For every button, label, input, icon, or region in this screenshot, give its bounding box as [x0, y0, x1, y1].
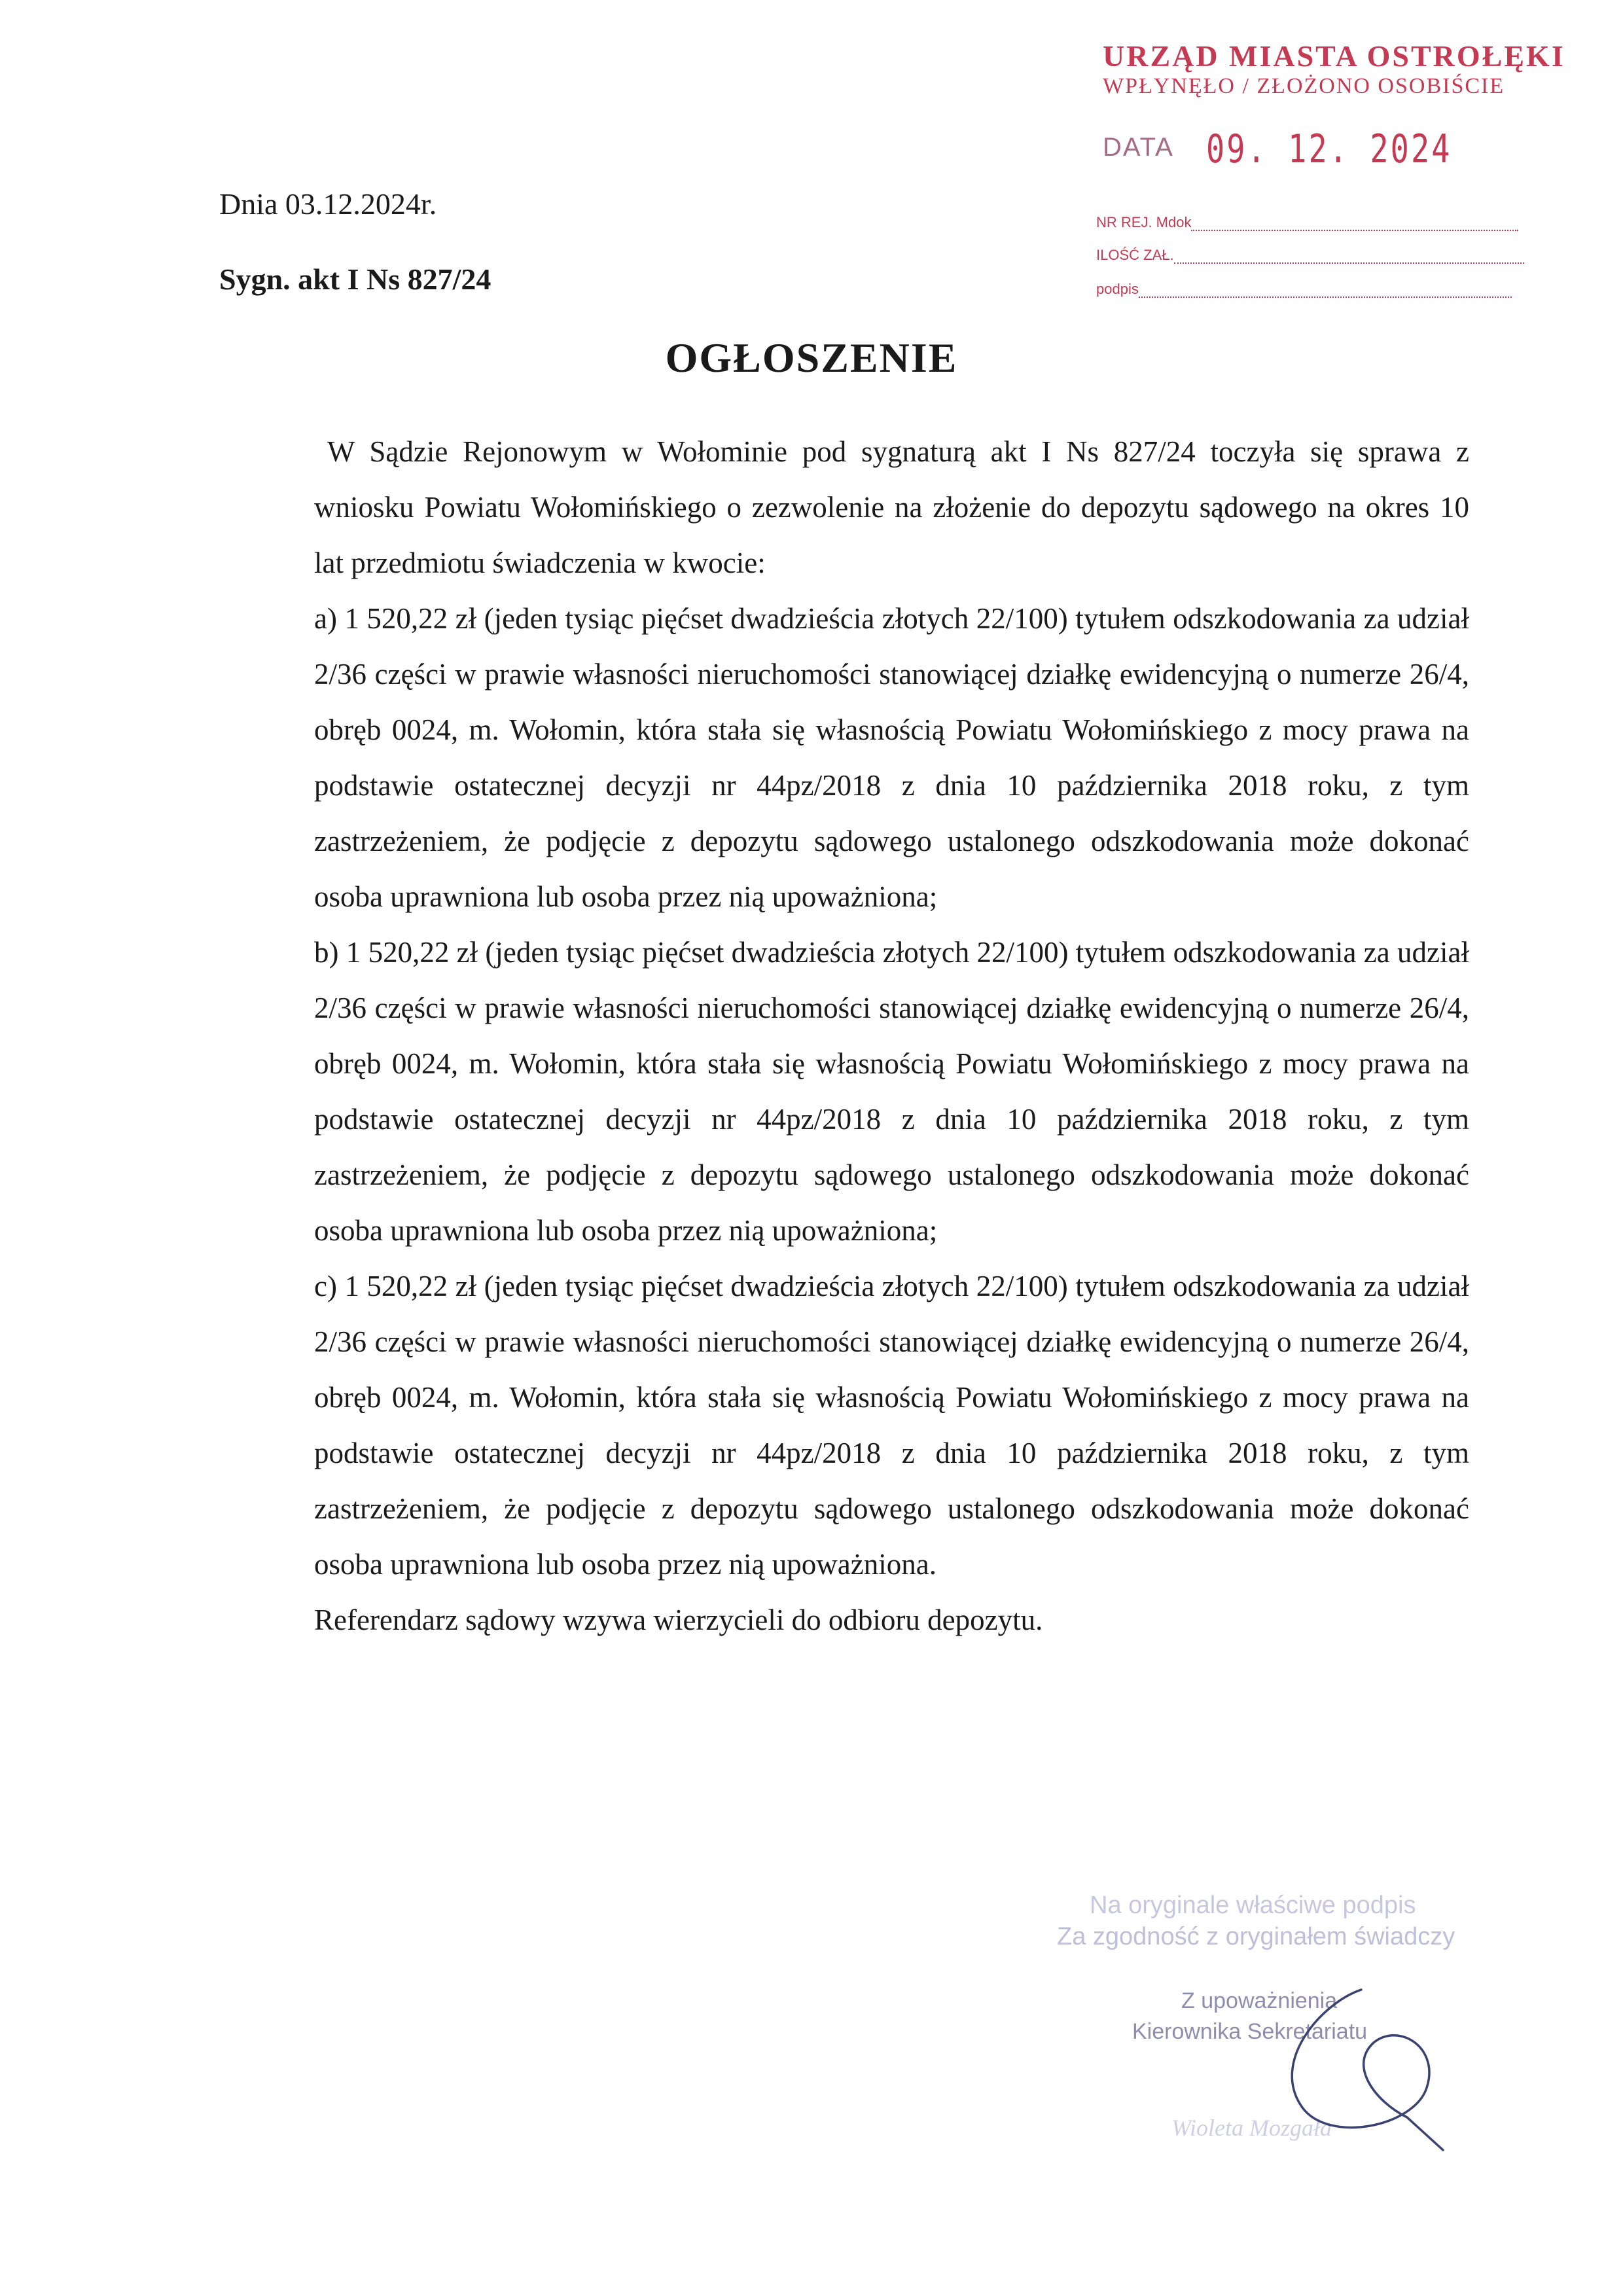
paragraph-item-a: a) 1 520,22 zł (jeden tysiąc pięćset dwadzieścia złotych 22/100) tytułem odszkodowania za udział 2/36 części w prawie własności nieruchomości stanowiącej działkę ewidencyjną o numerze 26/4, obręb 0024, m. Wołomin, która stała się własnością Powiatu Wołomińskiego z mocy prawa na podstawie ostatecznej decyzji nr 44pz/2018 z dnia 10 października 2018 roku, z tym zastrzeżeniem, że podjęcie z depozytu sądowego ustalonego odszkodowania może dokonać osoba uprawniona lub osoba przez nią upoważniona; — [314, 602, 1469, 913]
announcement-body — [314, 424, 1469, 1648]
document-date: Dnia 03.12.2024r. — [219, 187, 437, 221]
handwritten-signature-icon — [1008, 1892, 1466, 2153]
document-title: OGŁOSZENIE — [665, 334, 958, 381]
stamp-signature-label: podpis — [1096, 281, 1139, 297]
stamp-office: URZĄD MIASTA OSTROŁĘKI — [1103, 39, 1565, 73]
stamp-reg-label: NR REJ. Mdok — [1096, 214, 1192, 230]
stamp-reg-row — [1096, 214, 1518, 231]
stamp-attachments-row — [1096, 247, 1524, 264]
case-number: Sygn. akt I Ns 827/24 — [219, 262, 491, 296]
paragraph-item-b: b) 1 520,22 zł (jeden tysiąc pięćset dwadzieścia złotych 22/100) tytułem odszkodowania za udział 2/36 części w prawie własności nieruchomości stanowiącej działkę ewidencyjną o numerze 26/4, obręb 0024, m. Wołomin, która stała się własnością Powiatu Wołomińskiego z mocy prawa na podstawie ostatecznej decyzji nr 44pz/2018 z dnia 10 października 2018 roku, z tym zastrzeżeniem, że podjęcie z depozytu sądowego ustalonego odszkodowania może dokonać osoba uprawniona lub osoba przez nią upoważniona; — [314, 936, 1469, 1247]
registry-stamp — [1090, 36, 1565, 297]
cert-line-office: Kierownika Sekretariatu — [1132, 2019, 1368, 2044]
cert-line-authorization: Z upoważnienia — [1181, 1988, 1338, 2013]
cert-line-original: Na oryginale właściwe podpis — [1090, 1892, 1416, 1919]
stamp-reg-dots — [1191, 230, 1518, 231]
stamp-attachments-label: ILOŚĆ ZAŁ. — [1096, 247, 1174, 263]
cert-line-name: Wioleta Mozgała — [1171, 2115, 1332, 2141]
stamp-received: WPŁYNĘŁO / ZŁOŻONO OSOBIŚCIE — [1103, 74, 1505, 98]
stamp-signature-row — [1096, 281, 1512, 298]
certification-stamp — [1008, 1892, 1466, 2153]
paragraph-intro: W Sądzie Rejonowym w Wołominie pod sygnaturą akt I Ns 827/24 toczyła się sprawa z wniosku Powiatu Wołomińskiego o zezwolenie na złożenie do depozytu sądowego na okres 10 lat przedmiotu świadczenia w kwocie: — [314, 435, 1469, 579]
stamp-attachments-dots — [1174, 262, 1524, 264]
stamp-signature-dots — [1139, 296, 1512, 298]
paragraph-closing: Referendarz sądowy wzywa wierzycieli do odbioru depozytu. — [314, 1604, 1043, 1636]
stamp-date-value: 09. 12. 2024 — [1206, 126, 1452, 172]
stamp-date-label: DATA — [1103, 133, 1174, 162]
paragraph-item-c: c) 1 520,22 zł (jeden tysiąc pięćset dwadzieścia złotych 22/100) tytułem odszkodowania za udział 2/36 części w prawie własności nieruchomości stanowiącej działkę ewidencyjną o numerze 26/4, obręb 0024, m. Wołomin, która stała się własnością Powiatu Wołomińskiego z mocy prawa na podstawie ostatecznej decyzji nr 44pz/2018 z dnia 10 października 2018 roku, z tym zastrzeżeniem, że podjęcie z depozytu sądowego ustalonego odszkodowania może dokonać osoba uprawniona lub osoba przez nią upoważniona. — [314, 1270, 1469, 1581]
cert-line-compliance: Za zgodność z oryginałem świadczy — [1057, 1923, 1455, 1950]
